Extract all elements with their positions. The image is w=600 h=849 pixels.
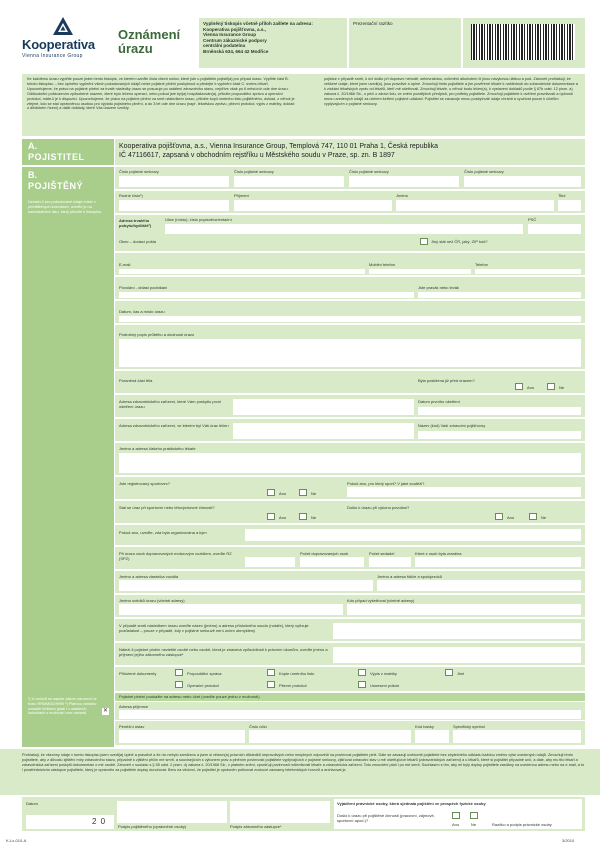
- account-field[interactable]: [249, 730, 411, 743]
- doc-other-label: Jiné: [457, 671, 465, 676]
- gp-block: [115, 443, 585, 475]
- doc-other-checkbox[interactable]: [445, 669, 453, 676]
- personal-row: [115, 191, 585, 213]
- insured-signature-field[interactable]: [117, 801, 227, 823]
- insurer-address: Kooperativa pojišťovna, a.s., Vienna Insurance Group, Templová 747, 110 01 Praha 1, Česká republika: [119, 143, 438, 150]
- kooperativa-logo: [22, 16, 106, 60]
- legal-representative-label: Náleží-li pojistné plnění nezletilé osobě nebo osobě, která je zbavená způsobilosti k právním úkonům, uveďte jméno a příjmení jejího zákonného zástupce*: [119, 647, 328, 657]
- investigator-label: Kdo případ vyšetřoval (včetně adresy): [347, 598, 415, 603]
- yes-label: Ano: [279, 491, 287, 496]
- bank-code-label: Kód banky: [415, 724, 434, 729]
- signature-panel: [22, 797, 585, 831]
- previous-injury-yes-checkbox[interactable]: [515, 383, 523, 390]
- address-block: [115, 215, 585, 251]
- mailing-address-intro: Vyplněný tiskopis včetně příloh zašlete na adresu:: [203, 21, 313, 26]
- witness-police-row: [115, 595, 585, 617]
- doc-registry-checkbox[interactable]: [358, 669, 366, 676]
- yes-label: Ano: [507, 515, 515, 520]
- mailing-address-box: [199, 18, 347, 68]
- payee-address-field[interactable]: [119, 710, 581, 719]
- organizer-row: [115, 525, 585, 545]
- athlete-row: [115, 477, 585, 499]
- doc-death-cert-checkbox[interactable]: [267, 669, 275, 676]
- section-a-body: [115, 139, 585, 165]
- section-b-footnotes: ¹) U cizinců se zapíše datum narození ve tvaru RRMMDD/9999 ²) Platnou variantu označte křížkem (platí i v ostatních kolonkách s možností více variant): [28, 697, 97, 716]
- first-facility-field[interactable]: [233, 399, 414, 415]
- insured-signature-label: Podpis pojištěného (oprávněné osoby): [118, 824, 187, 829]
- gp-label: Jméno a adresa Vašeho praktického lékaře: [119, 446, 196, 451]
- section-a-title: POJISTITEL: [28, 152, 85, 162]
- attached-documents-row: [115, 667, 585, 691]
- mailing-address-line: Vienna Insurance Group: [203, 32, 257, 38]
- birth-number-label: Rodné číslo¹): [119, 193, 143, 198]
- first-name-label: Jméno: [396, 193, 409, 198]
- seats-label: Počet sedadel: [369, 551, 395, 556]
- header: [0, 0, 600, 72]
- section-b-letter: B.: [28, 170, 37, 180]
- legal-rep-signature-field[interactable]: [230, 801, 330, 823]
- bank-field[interactable]: [119, 730, 245, 743]
- yes-label: Ano: [279, 515, 287, 520]
- legal-entity-sign-label: Razítko a podpis právnické osoby: [492, 822, 552, 827]
- payee-address-label: Adresa příjemce: [119, 704, 149, 709]
- death-claim-row: [115, 619, 585, 641]
- contact-row: [115, 253, 585, 275]
- section-a-letter: A.: [28, 141, 37, 151]
- legal-representative-field[interactable]: [333, 647, 581, 663]
- yes-label: Ano: [527, 385, 535, 390]
- athlete-yes-checkbox[interactable]: [267, 489, 275, 496]
- form-code: K-Lx-010-A: [6, 838, 27, 843]
- no-label: Ne: [541, 515, 547, 520]
- current-facility-field[interactable]: [233, 423, 414, 439]
- injured-part-label: Poraněná část těla: [119, 378, 153, 383]
- phone-field[interactable]: [475, 269, 581, 274]
- vehicle-registration-label: Při úrazu osob dopravovaných motorovým vozidlem, uveďte RZ (SPZ): [119, 551, 232, 561]
- handedness-label: Jste pravák nebo levák: [418, 285, 459, 290]
- no-label: Ne: [471, 822, 477, 827]
- legal-representative-row: [115, 643, 585, 665]
- datetime-field[interactable]: [119, 316, 581, 322]
- street-label: Ulice (místo), číslo popisné/orientační: [165, 217, 232, 222]
- legal-entity-question: Došlo k úrazu při pojištěné činnosti (pracovní, zájmové, sportovní apod.)?: [337, 813, 435, 823]
- cross-mark-icon: ✕: [103, 708, 109, 714]
- declaration-text: Prohlašuji, že všechny údaje v tomto tiskopisu jsem uvedl(a) úplně a pravdivě a že nic nebylo zamlčeno a jsem si vědom(a) právních důsledků nepravdivých nebo neúplných odpovědí na povinnost pojistitele plnit. Dále se zavazuji uvědomit pojistitele bez zbytečného odkladu každou změnu výše uvedených údajů. Zmocňuji tímto pojistitele, aby z důvodu zjištění míry zdravotního stavu, případně k zjištění příčin mé smrti, a souvisejících s výkonem práv a plněním povinností pojistitele vyplývajících z pojistné smlouvy, zjišťoval zdravotní stav u mě ošetřujících lékařů (zdravotnických zařízení) a u lékařů, které si pojistitel případně určí, a dále, aby mu tito lékaři a zdravotnická zařízení poskytli dokumentaci o mé osobě. Zároveň v souladu s § 55 odst. 2 písm. d) zákona č. 20/1966 Sb., v platném znění, zprošťuji povinnosti mlčenlivosti lékaře a zdravotnická zařízení. Toto zmocnění platí i po mé smrti. Souhlasím s tím, aby mi byly dopisy pojistitele zasílány na uvedenou adresu nebo na e-mail, a to i prostřednictvím zástupce pojistitele, který je oprávněn za pojistitele dopisy doručovat. Beru na vědomí, že pojistitel je oprávněn pořizovat zvukové záznamy telefonických hovorů a archivovat je.: [22, 753, 585, 772]
- previous-injury-label: Byla postižena již před úrazem?: [418, 378, 475, 383]
- declaration-panel: [0, 749, 600, 795]
- section-b-side-note: Nestačí-li pro požadované údaje místo v předtištěných kolonkách, uveďte je na samostatném listu, který přiložte k tiskopisu.: [28, 200, 103, 214]
- occupation-row: [115, 277, 585, 299]
- attached-documents-label: Přiložené dokumenty: [119, 671, 157, 676]
- phone-label: Telefon: [475, 262, 488, 267]
- title-field[interactable]: [558, 200, 581, 211]
- doc-surgery-label: Operační protokol: [187, 683, 219, 688]
- handedness-field[interactable]: [418, 292, 581, 298]
- address-label: Adresa trvalého pobytu/bydliště²): [119, 218, 152, 228]
- organizer-label: Pokud ano, uveďte, zda byla organizována a kým: [119, 530, 207, 535]
- legal-rep-signature-label: Podpis zákonného zástupce*: [230, 824, 282, 829]
- witness-label: Jméno svědků úrazu (včetně adresy): [119, 598, 185, 603]
- previous-injury-no-checkbox[interactable]: [547, 383, 555, 390]
- bank-label: Peněžní ústav: [119, 724, 145, 729]
- policy-number-label: Číslo pojistné smlouvy: [119, 169, 159, 174]
- policy-number-field-1[interactable]: [119, 176, 229, 187]
- insurer-registration: IČ 47116617, zapsaná v obchodním rejstříku u Městského soudu v Praze, sp. zn. B 1897: [119, 152, 395, 159]
- datetime-row: [115, 301, 585, 323]
- doc-discharge-checkbox[interactable]: [175, 669, 183, 676]
- city-label: Obec – dodací pošta: [119, 239, 156, 244]
- policy-row: [115, 167, 585, 189]
- passengers-field[interactable]: [300, 557, 364, 567]
- section-b-title: POJIŠTĚNÝ: [28, 181, 84, 191]
- other-country-checkbox[interactable]: [420, 238, 428, 245]
- title-label: Titul: [558, 193, 566, 198]
- work-injury-yes-checkbox[interactable]: [495, 513, 503, 520]
- health-insurer-field[interactable]: [418, 431, 581, 439]
- mobile-label: Mobilní telefon: [369, 262, 396, 267]
- street-field[interactable]: [165, 224, 523, 234]
- bank-code-field[interactable]: [415, 730, 449, 743]
- section-b-header: [22, 167, 114, 747]
- payment-header-label: Pojistné plnění poukažte na adresu nebo účet (uveďte pouze jednu z možností): [119, 694, 260, 699]
- owner-driver-row: [115, 571, 585, 593]
- organizer-field[interactable]: [245, 529, 581, 541]
- vehicle-owner-field[interactable]: [119, 580, 373, 591]
- payment-header: [115, 693, 585, 701]
- first-facility-label: Adresa zdravotnického zařízení, které Vám poskytlo první ošetření úrazu: [119, 399, 222, 409]
- death-claim-field[interactable]: [333, 623, 581, 639]
- gp-field[interactable]: [119, 453, 581, 473]
- form-title-line2: úrazu: [118, 41, 153, 56]
- sport-kind-label: Pokud ano, pro který sport? V jaké soutěži?: [347, 481, 425, 486]
- postcode-label: PSČ: [528, 217, 537, 222]
- intro-right-text: pojistce v případě smrti, k níž došlo při dopravní nehodě, sebevraždou, ovlivnění alkoholem či jinou návykovou látkou a pod. Zároveň prohlašuji, že veškeré údaje, které jsem uvedl(a), jsou pravdivé a úplné. Zmocňuji tímto pojistitele a jím pověřené lékaře k nahlédnutí do zdravotnické dokumentace a k získání lékařských zpráv od lékařů, kteří mě ošetřovali. Zmocňuji lékaře, u něhož budu léčen(a), k vystavení dokladů podle § 67b odst. 12 písm. a) zákona č. 20/1966 Sb., o péči o zdraví lidu, ve znění pozdějších předpisů, pro potřeby pojistitele. Zmocňuji pojistitele k ověření pravdivosti a úplnosti mnou uvedených údajů za účelem šetření pojistné události. Pojistitel se zavazuje mnou poskytnuté údaje chránit a využívat pouze k účelům vyplývajícím z pojistné smlouvy.: [324, 77, 578, 106]
- payee-address-row: [115, 702, 585, 720]
- legal-entity-yes-checkbox[interactable]: [452, 812, 460, 819]
- no-label: Ne: [559, 385, 565, 390]
- injured-part-row: [115, 371, 585, 393]
- datetime-label: Datum, čas a místo úrazu: [119, 309, 165, 314]
- mailing-address-line: Kooperativa pojišťovna, a.s.,: [203, 26, 266, 32]
- stamp-label: Prezentační razítko: [353, 21, 393, 26]
- injured-occupant-label: Které z osob byla zraněna: [415, 551, 462, 556]
- vehicle-registration-field[interactable]: [245, 557, 295, 567]
- form-title: [118, 28, 180, 56]
- driver-label: Jméno a adresa řidiče a spolujezdců: [377, 574, 442, 579]
- traffic-row: [115, 547, 585, 569]
- bank-row: [115, 721, 585, 745]
- no-label: Ne: [311, 491, 317, 496]
- postcode-field[interactable]: [528, 224, 581, 234]
- legal-entity-no-checkbox[interactable]: [470, 812, 478, 819]
- year-prefix: 2 0: [92, 817, 107, 826]
- description-label: Podrobný popis průběhu a okolností úrazu: [119, 332, 195, 337]
- logo-mark-icon: [52, 16, 74, 38]
- doc-registry-label: Výpis z matriky: [370, 671, 397, 676]
- mailing-address-line: Centrum zákaznické podpory: [203, 37, 267, 43]
- legal-entity-heading: Vyjádření právnické osoby, která sjednala pojištění ve prospěch fyzické osoby: [337, 801, 486, 806]
- sport-injury-no-checkbox[interactable]: [299, 513, 307, 520]
- variable-symbol-label: Specifický symbol: [453, 724, 485, 729]
- occupation-label: Povolání - oblast podnikání: [119, 285, 168, 290]
- mailing-address-line: Brněnská 634, 664 42 Modřice: [203, 48, 269, 54]
- intro-left-text: Ke každému úrazu vyplňte pouze jeden tento tiskopis, ve kterém uveďte čísla všech smluv, které jste u pojistitele pojistil(a) pro případ úrazu. Vyplňte část B. tohoto tiskopisu – bez úplného vyplnění všech požadovaných údajů nelze pojistné plnění poskytnout a předejte k vyplnění části C. svému lékaři. Upozorňujeme, že právo na pojistné plnění za trvalé následky úrazu se posuzuje po ustálení zdravotního stavu, nejdříve však po 6 měsících ode dne úrazu. Odškodnění poškozením způsobené úrazem, které bylo léčeno operací, nebo pokud jste byl(a) hospitalizován(a), přiložte propouštěcí zprávu a operační protokol, máte-li je k dispozici. Upozorňujeme, že právo na pojistné plnění za smrt následkem úrazu, přiložte kopii úmrtního listu pojištěného, doklad, z něhož je zřejmé, kdo se stal oprávněnou osobou pro výplatu pojistného plnění, a do 3 let ode dne úrazu (např. lékařskou zprávu, pitevní protokol, výpis z matriky, doklad o dědickém řízení) a další doklady, které Vás úrazem vznikly.: [27, 77, 295, 111]
- current-facility-row: [115, 419, 585, 441]
- legal-entity-box: [334, 799, 582, 829]
- seats-field[interactable]: [369, 557, 411, 567]
- injury-context-row: [115, 501, 585, 523]
- doc-autopsy-label: Pitevní protokol: [279, 683, 307, 688]
- first-name-field[interactable]: [396, 200, 554, 211]
- sport-injury-label: Stal se úraz při sportovní nebo tělovýchovné činnosti?: [119, 505, 215, 510]
- passengers-label: Počet dopravovaných osob: [300, 551, 349, 556]
- witness-field[interactable]: [119, 604, 343, 615]
- intro-panel: [22, 74, 585, 136]
- form-title-line1: Oznámení: [118, 27, 181, 42]
- athlete-no-checkbox[interactable]: [299, 489, 307, 496]
- doc-police-label: Usnesení policie: [370, 683, 400, 688]
- brand-subtitle: Vienna Insurance Group: [22, 53, 83, 59]
- mobile-field[interactable]: [369, 269, 471, 274]
- doc-surgery-checkbox[interactable]: [175, 681, 183, 688]
- description-field[interactable]: [119, 339, 581, 367]
- birth-number-field[interactable]: [119, 200, 229, 211]
- policy-number-field-2[interactable]: [234, 176, 344, 187]
- vehicle-owner-label: Jméno a adresa vlastníka vozidla: [119, 574, 179, 579]
- other-country-label: Jiný stát než ČR, jaký, ZIP kód?: [431, 239, 488, 244]
- brand-name: Kooperativa: [22, 37, 95, 52]
- first-treatment-date-field[interactable]: [418, 407, 581, 415]
- description-block: [115, 325, 585, 369]
- registered-athlete-label: Jste registrovaný sportovec?: [119, 481, 170, 486]
- yes-label: Ano: [452, 822, 460, 827]
- policy-number-label: Číslo pojistné smlouvy: [234, 169, 274, 174]
- policy-number-field-4[interactable]: [464, 176, 581, 187]
- work-injury-no-checkbox[interactable]: [529, 513, 537, 520]
- policy-number-label: Číslo pojistné smlouvy: [349, 169, 389, 174]
- section-a-header: [22, 139, 114, 165]
- form-edition: 3/2010: [562, 838, 575, 843]
- sport-injury-yes-checkbox[interactable]: [267, 513, 275, 520]
- section-b-form: [115, 167, 585, 747]
- stamp-box[interactable]: [349, 18, 461, 68]
- account-label: Číslo účtu: [249, 724, 267, 729]
- first-treatment-date-label: Datum prvního ošetření: [418, 399, 460, 404]
- death-claim-label: V případě smrti následkem úrazu uveďte název (jméno) a adresu příslušného soudu (notáře), který vyřizuje pozůstalost – pouze v případě, kdy v pojistné smlouvě není určen obmyšlený: [119, 623, 309, 633]
- surname-field[interactable]: [234, 200, 392, 211]
- work-injury-label: Došlo k úrazu při výkonu povolání?: [347, 505, 410, 510]
- occupation-field[interactable]: [119, 292, 414, 298]
- driver-field[interactable]: [377, 580, 581, 591]
- email-field[interactable]: [119, 269, 365, 274]
- surname-label: Příjmení: [234, 193, 249, 198]
- sport-kind-field[interactable]: [347, 487, 581, 497]
- doc-discharge-label: Propouštěcí zpráva: [187, 671, 222, 676]
- policy-number-field-3[interactable]: [349, 176, 459, 187]
- email-label: E-mail: [119, 262, 131, 267]
- policy-number-label: Číslo pojistné smlouvy: [464, 169, 504, 174]
- investigator-field[interactable]: [347, 604, 581, 615]
- doc-police-checkbox[interactable]: [358, 681, 366, 688]
- mailing-address-line: centrální podatelna: [203, 43, 246, 49]
- injured-occupant-field[interactable]: [415, 557, 581, 567]
- health-insurer-label: Název (kód) Vaší zdravotní pojišťovny: [418, 423, 486, 428]
- doc-autopsy-checkbox[interactable]: [267, 681, 275, 688]
- first-facility-row: [115, 395, 585, 417]
- date-label: Datum: [26, 801, 38, 806]
- barcode-box: [463, 18, 585, 68]
- no-label: Ne: [311, 515, 317, 520]
- current-facility-label: Adresa zdravotnického zařízení, ve kterém byl Váš úraz léčen: [119, 423, 229, 428]
- variable-symbol-field[interactable]: [453, 730, 581, 743]
- barcode: [471, 24, 575, 60]
- doc-death-cert-label: Kopie úmrtního listu: [279, 671, 315, 676]
